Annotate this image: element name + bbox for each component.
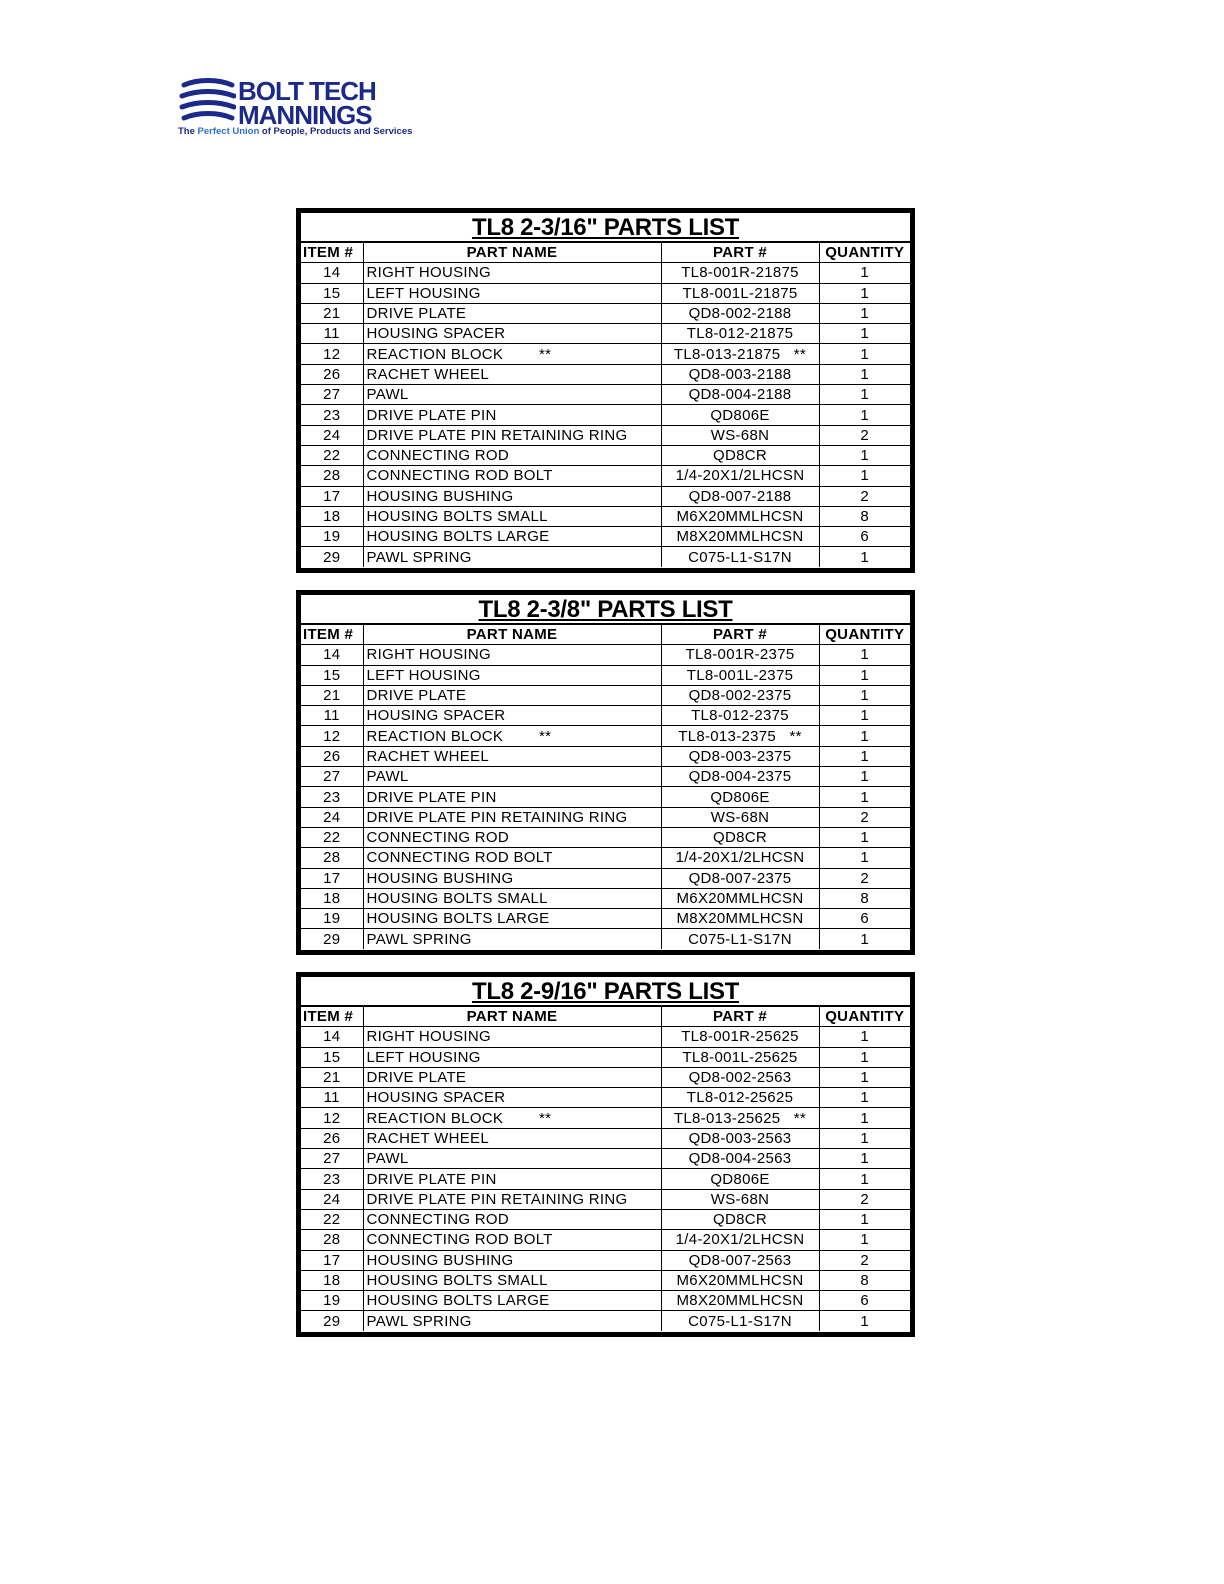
table-row [301, 445, 910, 465]
bolt-thread-icon [178, 78, 236, 126]
cell-part-name: REACTION BLOCK ** [363, 1108, 661, 1128]
cell-part-number: QD8-007-2563 [661, 1250, 819, 1270]
cell-part-name: DRIVE PLATE PIN [363, 1169, 661, 1189]
cell-part-name: RIGHT HOUSING [363, 263, 661, 283]
cell-part-name: HOUSING BUSHING [363, 868, 661, 888]
cell-part-name: LEFT HOUSING [363, 283, 661, 303]
cell-part-name: RIGHT HOUSING [363, 1027, 661, 1047]
cell-part-name: HOUSING BOLTS LARGE [363, 1291, 661, 1311]
cell-part-number: TL8-013-25625 ** [661, 1108, 819, 1128]
cell-item-number: 23 [301, 405, 363, 425]
cell-part-number: C075-L1-S17N [661, 929, 819, 949]
header-part-number: PART # [661, 625, 819, 645]
table-row [301, 364, 910, 384]
header-item: ITEM # [301, 625, 363, 645]
header-part-number: PART # [661, 243, 819, 263]
table-row [301, 527, 910, 547]
cell-part-number: QD8-002-2375 [661, 685, 819, 705]
cell-quantity: 6 [819, 527, 910, 547]
cell-part-number: TL8-001L-2375 [661, 665, 819, 685]
cell-part-number: QD8-007-2375 [661, 868, 819, 888]
cell-item-number: 28 [301, 1230, 363, 1250]
cell-quantity: 1 [819, 303, 910, 323]
cell-item-number: 24 [301, 425, 363, 445]
cell-part-name: RACHET WHEEL [363, 746, 661, 766]
company-logo [178, 78, 418, 140]
cell-part-number: QD8-003-2375 [661, 746, 819, 766]
cell-part-name: HOUSING BOLTS SMALL [363, 888, 661, 908]
parts-list-table [296, 208, 915, 573]
cell-item-number: 18 [301, 1270, 363, 1290]
cell-part-name: CONNECTING ROD [363, 445, 661, 465]
header-quantity: QUANTITY [819, 1007, 910, 1027]
cell-item-number: 23 [301, 787, 363, 807]
cell-quantity: 1 [819, 1027, 910, 1047]
cell-quantity: 2 [819, 1189, 910, 1209]
cell-quantity: 1 [819, 685, 910, 705]
cell-part-name: PAWL SPRING [363, 547, 661, 567]
cell-quantity: 1 [819, 706, 910, 726]
cell-part-name: RACHET WHEEL [363, 1128, 661, 1148]
cell-quantity: 1 [819, 283, 910, 303]
cell-part-number: M8X20MMLHCSN [661, 1291, 819, 1311]
cell-part-number: TL8-001R-25625 [661, 1027, 819, 1047]
table-row [301, 827, 910, 847]
cell-part-number: TL8-012-25625 [661, 1088, 819, 1108]
cell-part-number: TL8-001R-2375 [661, 645, 819, 665]
cell-quantity: 8 [819, 506, 910, 526]
cell-part-name: DRIVE PLATE PIN [363, 787, 661, 807]
header-part-number: PART # [661, 1007, 819, 1027]
table-row [301, 807, 910, 827]
logo-line-2: MANNINGS [238, 100, 372, 130]
table-header-row [301, 243, 910, 263]
cell-part-number: TL8-001R-21875 [661, 263, 819, 283]
table-row [301, 726, 910, 746]
cell-part-number: QD8CR [661, 1209, 819, 1229]
cell-quantity: 2 [819, 486, 910, 506]
table-row [301, 486, 910, 506]
cell-item-number: 29 [301, 929, 363, 949]
cell-item-number: 19 [301, 527, 363, 547]
cell-quantity: 1 [819, 665, 910, 685]
table-row [301, 909, 910, 929]
cell-item-number: 19 [301, 1291, 363, 1311]
table-row [301, 303, 910, 323]
cell-quantity: 1 [819, 466, 910, 486]
cell-quantity: 2 [819, 807, 910, 827]
cell-quantity: 1 [819, 767, 910, 787]
cell-item-number: 24 [301, 1189, 363, 1209]
cell-part-name: CONNECTING ROD BOLT [363, 848, 661, 868]
cell-part-name: HOUSING BUSHING [363, 486, 661, 506]
table-row [301, 1067, 910, 1087]
cell-quantity: 1 [819, 1128, 910, 1148]
header-part-name: PART NAME [363, 1007, 661, 1027]
cell-part-name: HOUSING SPACER [363, 1088, 661, 1108]
parts-table-grid [301, 1007, 910, 1331]
cell-part-number: TL8-001L-21875 [661, 283, 819, 303]
table-row [301, 929, 910, 949]
table-row [301, 665, 910, 685]
cell-part-number: QD806E [661, 787, 819, 807]
cell-part-name: PAWL [363, 385, 661, 405]
cell-item-number: 17 [301, 1250, 363, 1270]
cell-quantity: 1 [819, 1209, 910, 1229]
cell-quantity: 1 [819, 1311, 910, 1331]
cell-item-number: 15 [301, 665, 363, 685]
cell-item-number: 29 [301, 1311, 363, 1331]
cell-quantity: 1 [819, 1047, 910, 1067]
table-row [301, 283, 910, 303]
table-row [301, 1291, 910, 1311]
cell-quantity: 1 [819, 1088, 910, 1108]
cell-quantity: 1 [819, 324, 910, 344]
parts-list-table [296, 972, 915, 1337]
table-row [301, 645, 910, 665]
table-header-row [301, 625, 910, 645]
cell-part-name: PAWL SPRING [363, 1311, 661, 1331]
cell-quantity: 1 [819, 344, 910, 364]
cell-part-name: DRIVE PLATE PIN RETAINING RING [363, 1189, 661, 1209]
cell-quantity: 6 [819, 909, 910, 929]
cell-part-number: QD8-002-2563 [661, 1067, 819, 1087]
table-row [301, 1027, 910, 1047]
cell-quantity: 1 [819, 1169, 910, 1189]
cell-part-name: DRIVE PLATE PIN RETAINING RING [363, 807, 661, 827]
cell-item-number: 22 [301, 445, 363, 465]
cell-item-number: 24 [301, 807, 363, 827]
cell-quantity: 8 [819, 888, 910, 908]
cell-quantity: 1 [819, 385, 910, 405]
cell-item-number: 29 [301, 547, 363, 567]
cell-item-number: 21 [301, 303, 363, 323]
cell-quantity: 2 [819, 868, 910, 888]
cell-part-number: M6X20MMLHCSN [661, 888, 819, 908]
table-row [301, 868, 910, 888]
table-row [301, 1128, 910, 1148]
cell-item-number: 28 [301, 848, 363, 868]
cell-part-number: WS-68N [661, 807, 819, 827]
table-row [301, 1189, 910, 1209]
cell-quantity: 8 [819, 1270, 910, 1290]
table-row [301, 263, 910, 283]
cell-quantity: 1 [819, 827, 910, 847]
cell-part-number: C075-L1-S17N [661, 547, 819, 567]
cell-item-number: 27 [301, 1149, 363, 1169]
cell-part-name: DRIVE PLATE PIN RETAINING RING [363, 425, 661, 445]
cell-quantity: 1 [819, 645, 910, 665]
cell-item-number: 27 [301, 385, 363, 405]
cell-item-number: 12 [301, 1108, 363, 1128]
parts-table-grid [301, 243, 910, 567]
table-row [301, 385, 910, 405]
cell-part-name: DRIVE PLATE [363, 1067, 661, 1087]
cell-item-number: 11 [301, 1088, 363, 1108]
table-row [301, 767, 910, 787]
cell-part-number: QD8CR [661, 445, 819, 465]
table-row [301, 706, 910, 726]
cell-item-number: 23 [301, 1169, 363, 1189]
table-row [301, 888, 910, 908]
cell-part-name: HOUSING BOLTS SMALL [363, 506, 661, 526]
cell-item-number: 15 [301, 283, 363, 303]
cell-quantity: 1 [819, 726, 910, 746]
table-header-row [301, 1007, 910, 1027]
cell-part-number: M8X20MMLHCSN [661, 909, 819, 929]
header-quantity: QUANTITY [819, 243, 910, 263]
header-quantity: QUANTITY [819, 625, 910, 645]
table-row [301, 1250, 910, 1270]
cell-part-number: QD8-004-2375 [661, 767, 819, 787]
cell-quantity: 1 [819, 787, 910, 807]
cell-part-number: TL8-013-21875 ** [661, 344, 819, 364]
cell-item-number: 18 [301, 888, 363, 908]
cell-item-number: 21 [301, 1067, 363, 1087]
cell-part-name: DRIVE PLATE [363, 303, 661, 323]
cell-item-number: 28 [301, 466, 363, 486]
cell-part-number: QD8-004-2563 [661, 1149, 819, 1169]
header-item: ITEM # [301, 1007, 363, 1027]
cell-part-name: DRIVE PLATE [363, 685, 661, 705]
cell-part-name: HOUSING SPACER [363, 706, 661, 726]
cell-quantity: 1 [819, 1230, 910, 1250]
cell-quantity: 1 [819, 1149, 910, 1169]
cell-quantity: 1 [819, 848, 910, 868]
cell-item-number: 26 [301, 364, 363, 384]
cell-part-number: C075-L1-S17N [661, 1311, 819, 1331]
cell-part-number: TL8-012-21875 [661, 324, 819, 344]
cell-part-name: RIGHT HOUSING [363, 645, 661, 665]
cell-quantity: 1 [819, 405, 910, 425]
cell-part-name: LEFT HOUSING [363, 1047, 661, 1067]
cell-part-number: 1/4-20X1/2LHCSN [661, 466, 819, 486]
cell-item-number: 22 [301, 1209, 363, 1229]
cell-part-name: CONNECTING ROD BOLT [363, 1230, 661, 1250]
cell-quantity: 2 [819, 1250, 910, 1270]
table-row [301, 685, 910, 705]
cell-part-name: CONNECTING ROD [363, 1209, 661, 1229]
cell-item-number: 14 [301, 1027, 363, 1047]
table-row [301, 1209, 910, 1229]
cell-part-number: QD8-003-2563 [661, 1128, 819, 1148]
table-row [301, 425, 910, 445]
cell-part-number: QD8-003-2188 [661, 364, 819, 384]
cell-part-number: WS-68N [661, 1189, 819, 1209]
cell-part-number: M6X20MMLHCSN [661, 506, 819, 526]
cell-quantity: 1 [819, 547, 910, 567]
header-item: ITEM # [301, 243, 363, 263]
cell-part-number: QD8-002-2188 [661, 303, 819, 323]
logo-tagline: The Perfect Union of People, Products and Services [178, 126, 413, 137]
table-row [301, 547, 910, 567]
cell-part-number: QD806E [661, 405, 819, 425]
cell-item-number: 11 [301, 324, 363, 344]
table-row [301, 344, 910, 364]
table-row [301, 1088, 910, 1108]
table-row [301, 1230, 910, 1250]
cell-part-number: QD8CR [661, 827, 819, 847]
table-row [301, 506, 910, 526]
table-row [301, 746, 910, 766]
cell-part-number: M8X20MMLHCSN [661, 527, 819, 547]
cell-item-number: 11 [301, 706, 363, 726]
cell-part-number: 1/4-20X1/2LHCSN [661, 1230, 819, 1250]
cell-part-name: RACHET WHEEL [363, 364, 661, 384]
cell-part-name: PAWL SPRING [363, 929, 661, 949]
header-part-name: PART NAME [363, 243, 661, 263]
cell-item-number: 12 [301, 726, 363, 746]
cell-part-number: 1/4-20X1/2LHCSN [661, 848, 819, 868]
table-row [301, 787, 910, 807]
cell-part-name: DRIVE PLATE PIN [363, 405, 661, 425]
parts-list-table [296, 590, 915, 955]
cell-part-number: QD8-007-2188 [661, 486, 819, 506]
cell-part-name: CONNECTING ROD [363, 827, 661, 847]
table-row [301, 1270, 910, 1290]
cell-part-number: WS-68N [661, 425, 819, 445]
cell-quantity: 1 [819, 1108, 910, 1128]
cell-part-number: QD8-004-2188 [661, 385, 819, 405]
cell-part-name: LEFT HOUSING [363, 665, 661, 685]
cell-quantity: 1 [819, 263, 910, 283]
cell-part-number: TL8-013-2375 ** [661, 726, 819, 746]
cell-part-number: TL8-012-2375 [661, 706, 819, 726]
table-row [301, 1169, 910, 1189]
cell-item-number: 26 [301, 746, 363, 766]
cell-item-number: 12 [301, 344, 363, 364]
cell-part-number: QD806E [661, 1169, 819, 1189]
cell-item-number: 17 [301, 486, 363, 506]
cell-part-name: HOUSING BOLTS SMALL [363, 1270, 661, 1290]
cell-item-number: 22 [301, 827, 363, 847]
cell-part-number: M6X20MMLHCSN [661, 1270, 819, 1290]
cell-part-name: REACTION BLOCK ** [363, 344, 661, 364]
cell-quantity: 1 [819, 364, 910, 384]
logo-line-1: BOLT TECH [238, 76, 376, 106]
cell-item-number: 14 [301, 263, 363, 283]
cell-quantity: 1 [819, 445, 910, 465]
table-row [301, 848, 910, 868]
cell-item-number: 27 [301, 767, 363, 787]
parts-table-grid [301, 625, 910, 949]
header-part-name: PART NAME [363, 625, 661, 645]
table-row [301, 1149, 910, 1169]
cell-part-name: HOUSING BOLTS LARGE [363, 527, 661, 547]
cell-item-number: 21 [301, 685, 363, 705]
table-row [301, 1311, 910, 1331]
cell-part-name: PAWL [363, 1149, 661, 1169]
cell-part-name: CONNECTING ROD BOLT [363, 466, 661, 486]
cell-quantity: 1 [819, 929, 910, 949]
cell-part-name: HOUSING SPACER [363, 324, 661, 344]
cell-part-name: HOUSING BUSHING [363, 1250, 661, 1270]
cell-item-number: 15 [301, 1047, 363, 1067]
cell-item-number: 17 [301, 868, 363, 888]
parts-list-title: TL8 2-3/8" PARTS LIST [301, 595, 910, 625]
cell-quantity: 6 [819, 1291, 910, 1311]
cell-quantity: 1 [819, 746, 910, 766]
table-row [301, 1108, 910, 1128]
cell-part-number: TL8-001L-25625 [661, 1047, 819, 1067]
cell-item-number: 19 [301, 909, 363, 929]
cell-part-name: HOUSING BOLTS LARGE [363, 909, 661, 929]
cell-quantity: 2 [819, 425, 910, 445]
parts-list-title: TL8 2-3/16" PARTS LIST [301, 213, 910, 243]
cell-part-name: REACTION BLOCK ** [363, 726, 661, 746]
table-row [301, 1047, 910, 1067]
cell-item-number: 26 [301, 1128, 363, 1148]
parts-list-title: TL8 2-9/16" PARTS LIST [301, 977, 910, 1007]
cell-item-number: 14 [301, 645, 363, 665]
cell-item-number: 18 [301, 506, 363, 526]
table-row [301, 466, 910, 486]
table-row [301, 405, 910, 425]
cell-quantity: 1 [819, 1067, 910, 1087]
table-row [301, 324, 910, 344]
cell-part-name: PAWL [363, 767, 661, 787]
